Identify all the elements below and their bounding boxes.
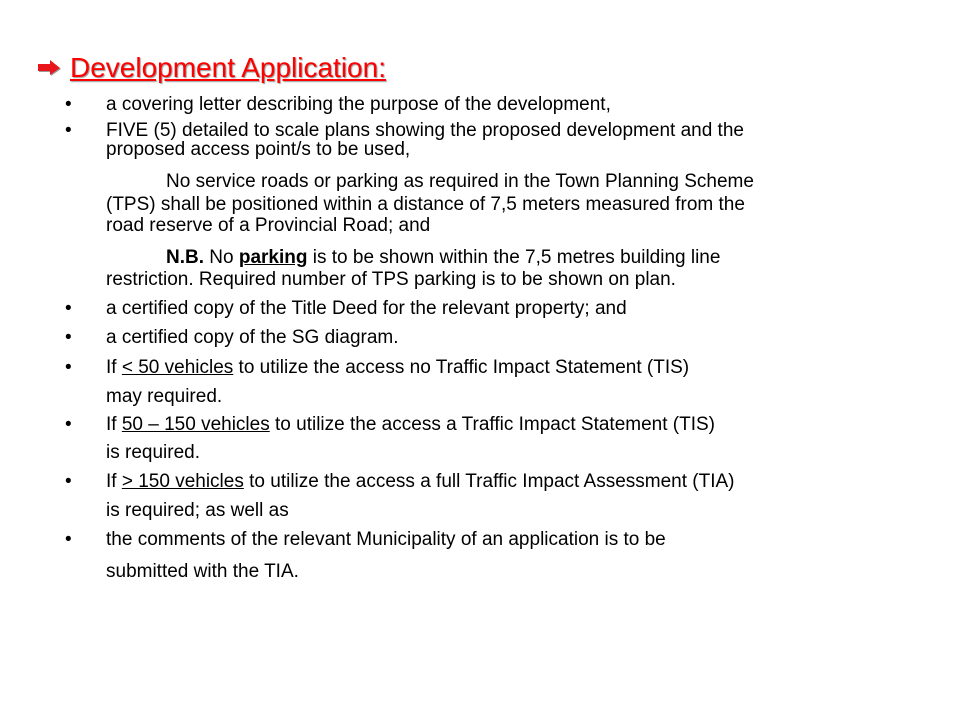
bullet-icon: •	[65, 94, 72, 115]
heading-title: Development Application:	[70, 52, 386, 83]
item-text: If	[106, 471, 122, 492]
item-text: is required; as well as	[106, 500, 289, 521]
item-text: If	[106, 357, 122, 378]
item-text: is required.	[106, 442, 200, 463]
note-text: road reserve of a Provincial Road; and	[106, 215, 431, 236]
vehicle-threshold: > 150 vehicles	[121, 471, 244, 492]
note-service-roads-line2	[106, 195, 921, 214]
item-text: a certified copy of the SG diagram.	[106, 327, 399, 348]
list-item-50-150	[65, 414, 921, 435]
list-item-over-150	[65, 471, 921, 492]
list-item-municipality-comments	[65, 529, 921, 550]
bullet-icon: •	[65, 327, 72, 348]
item-text: If	[106, 414, 122, 435]
note-text: is to be shown within the 7,5 metres building line	[307, 247, 721, 268]
right-arrow-icon	[38, 60, 62, 76]
list-item-scale-plans-cont	[106, 140, 921, 159]
note-text: No	[204, 247, 239, 268]
vehicle-threshold: 50 – 150 vehicles	[121, 414, 270, 435]
bullet-icon: •	[65, 298, 72, 319]
item-text: FIVE (5) detailed to scale plans showing the proposed development and the	[106, 120, 744, 141]
item-text: a certified copy of the Title Deed for the relevant property; and	[106, 298, 627, 319]
note-parking	[106, 248, 921, 267]
list-item-scale-plans	[65, 120, 921, 141]
item-text: proposed access point/s to be used,	[106, 139, 411, 160]
note-text: (TPS) shall be positioned within a distance of 7,5 meters measured from the	[106, 194, 745, 215]
note-text: No service roads or parking as required in the Town Planning Scheme	[166, 171, 754, 192]
note-service-roads-line3	[106, 216, 921, 235]
item-text: to utilize the access a full Traffic Impact Assessment (TIA)	[243, 471, 735, 492]
bullet-icon: •	[65, 414, 72, 435]
list-item-title-deed	[65, 298, 921, 319]
bullet-icon: •	[65, 471, 72, 492]
bullet-icon: •	[65, 529, 72, 550]
list-item-over-150-cont	[106, 501, 921, 520]
item-text: to utilize the access no Traffic Impact Statement (TIS)	[233, 357, 690, 378]
list-item-sg-diagram	[65, 327, 921, 348]
list-item-50-150-cont	[106, 443, 921, 462]
bullet-icon: •	[65, 120, 72, 141]
item-text: to utilize the access a Traffic Impact Statement (TIS)	[269, 414, 716, 435]
note-text: restriction. Required number of TPS parking is to be shown on plan.	[106, 269, 676, 290]
list-item-covering-letter	[65, 94, 921, 115]
list-item-municipality-comments-cont	[106, 562, 921, 581]
item-text: may required.	[106, 386, 223, 407]
note-parking-line2	[106, 270, 921, 289]
item-text: submitted with the TIA.	[106, 561, 299, 582]
nb-label: N.B.	[166, 247, 204, 268]
item-text: a covering letter describing the purpose of the development,	[106, 94, 611, 115]
section-heading	[38, 52, 386, 84]
bullet-icon: •	[65, 357, 72, 378]
item-text: the comments of the relevant Municipality of an application is to be	[106, 529, 666, 550]
parking-emphasis: parking	[238, 247, 308, 268]
list-item-under-50-cont	[106, 387, 921, 406]
vehicle-threshold: < 50 vehicles	[121, 357, 234, 378]
note-service-roads	[106, 172, 921, 191]
list-item-under-50	[65, 357, 921, 378]
